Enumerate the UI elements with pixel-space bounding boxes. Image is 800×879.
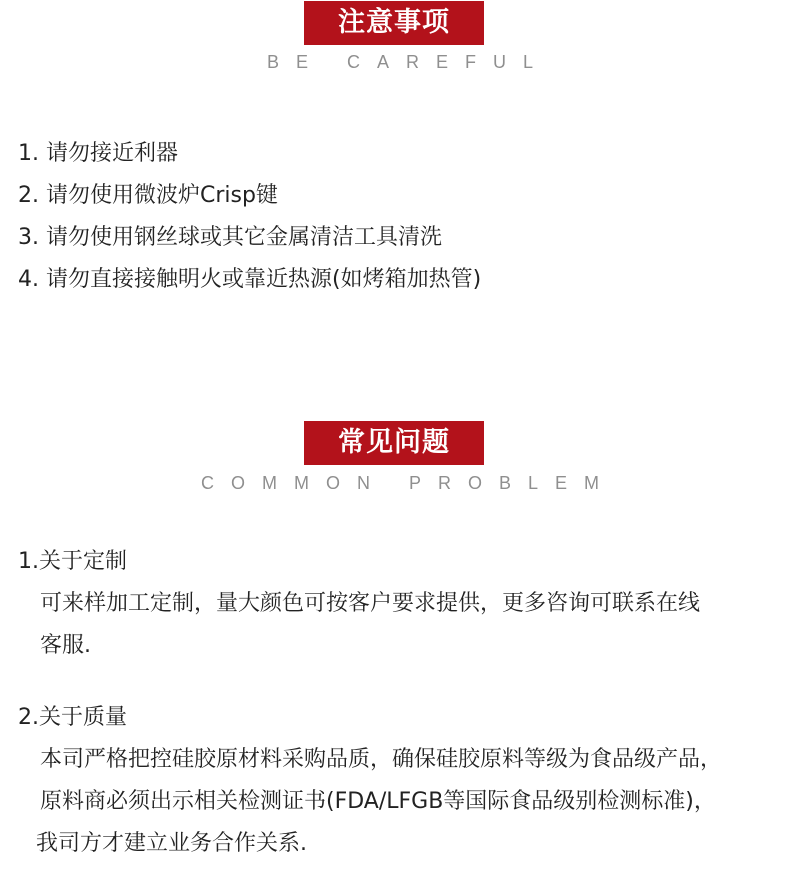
caution-item-3: 3. 请勿使用钢丝球或其它金属清洁工具清洗 — [18, 225, 442, 250]
caution-item-2: 2. 请勿使用微波炉Crisp键 — [18, 183, 278, 208]
section-title-badge-be-careful: 注意事项 — [304, 1, 484, 45]
section-title-badge-common-problem: 常见问题 — [304, 421, 484, 465]
faq-answer-quality-line-3: 我司方才建立业务合作关系. — [36, 831, 307, 856]
caution-item-4: 4. 请勿直接接触明火或靠近热源(如烤箱加热管) — [18, 267, 482, 292]
faq-answer-customization-line-1: 可来样加工定制，量大颜色可按客户要求提供，更多咨询可联系在线 — [40, 591, 701, 616]
faq-question-customization: 1.关于定制 — [18, 549, 127, 574]
faq-question-quality: 2.关于质量 — [18, 705, 127, 730]
section-subtitle-common-problem: COMMON PROBLEM — [200, 473, 616, 493]
faq-answer-quality-line-1: 本司严格把控硅胶原材料采购品质，确保硅胶原料等级为食品级产品， — [40, 747, 723, 772]
caution-item-1: 1. 请勿接近利器 — [18, 141, 178, 166]
faq-answer-customization-line-2: 客服. — [40, 633, 91, 658]
faq-answer-quality-line-2: 原料商必须出示相关检测证书(FDA/LFGB等国际食品级别检测标准)， — [40, 789, 716, 814]
section-subtitle-be-careful: BE CAREFUL — [266, 52, 551, 72]
